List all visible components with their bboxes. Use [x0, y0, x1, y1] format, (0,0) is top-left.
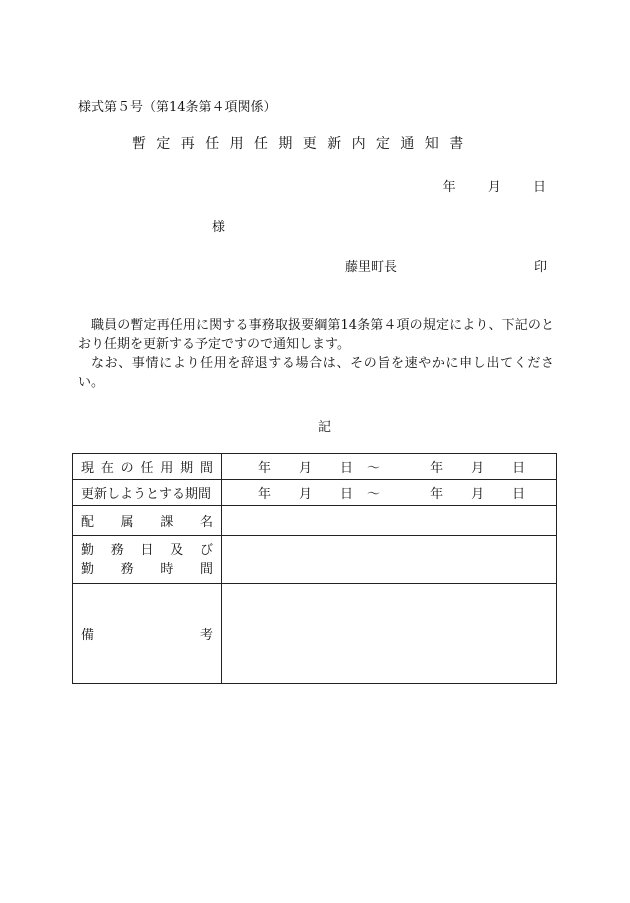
body-paragraph-2: なお、事情により任用を辞退する場合は、その旨を速やかに申し出てください。 — [78, 356, 554, 390]
period-tilde: ～ — [367, 487, 381, 502]
work-hours-label-char: 時 — [160, 561, 174, 577]
date-year-label: 年 — [442, 180, 456, 195]
period-start-month: 月 — [299, 487, 313, 502]
current-period-label-char: 用 — [160, 461, 174, 476]
table-row — [73, 480, 557, 506]
table-row — [73, 584, 557, 684]
issue-date — [443, 176, 546, 195]
seal-mark: 印 — [534, 260, 548, 275]
work-days-hours-label — [73, 536, 222, 584]
notice-body — [78, 316, 554, 392]
current-period-label-char: 期 — [180, 461, 194, 476]
current-period-label-char: 在 — [100, 461, 114, 476]
period-tilde: ～ — [367, 461, 381, 476]
renewal-period-label — [73, 480, 222, 506]
department-value — [222, 506, 557, 536]
date-month-label: 月 — [487, 180, 501, 195]
form-number: 様式第５号（第14条第４項関係） — [78, 100, 277, 115]
table-row — [73, 536, 557, 584]
department-label — [73, 506, 222, 536]
document-title: 暫定再任用任期更新内定通知書 — [132, 136, 474, 152]
work-hours-label-char: 務 — [120, 561, 134, 577]
body-paragraph-1: 職員の暫定再任用に関する事務取扱要綱第14条第４項の規定により、下記のとおり任期を更新する予定ですので通知します。 — [78, 318, 554, 352]
current-period-label-char: 任 — [140, 461, 154, 476]
table-row — [73, 506, 557, 536]
period-end-month: 月 — [471, 487, 485, 502]
renewal-period-value — [222, 480, 557, 506]
work-days-hours-value — [222, 536, 557, 584]
current-period-value — [222, 454, 557, 480]
date-day-label: 日 — [532, 180, 546, 195]
period-end-year: 年 — [430, 461, 444, 476]
department-label-char: 配 — [81, 515, 95, 530]
department-label-char: 名 — [199, 515, 213, 530]
period-start-year: 年 — [258, 487, 272, 502]
current-period-label — [73, 454, 222, 480]
renewal-period-text: 更新しようとする期間 — [81, 487, 212, 502]
current-period-label-char: の — [120, 461, 134, 476]
period-start-month: 月 — [299, 461, 313, 476]
period-start-day: 日 — [340, 487, 354, 502]
period-end-month: 月 — [471, 461, 485, 476]
remarks-value — [222, 584, 557, 684]
department-label-char: 課 — [160, 515, 174, 530]
table-row — [73, 454, 557, 480]
issuer-name: 藤里町長 — [345, 260, 398, 275]
period-end-day: 日 — [512, 487, 526, 502]
work-days-label-char: び — [199, 542, 213, 558]
period-start-day: 日 — [340, 461, 354, 476]
current-period-label-char: 現 — [81, 461, 95, 476]
department-label-char: 属 — [120, 515, 134, 530]
period-end-year: 年 — [430, 487, 444, 502]
remarks-label-char: 考 — [199, 628, 213, 643]
addressee-suffix: 様 — [212, 220, 226, 235]
remarks-label-char: 備 — [81, 628, 95, 643]
work-hours-label-char: 間 — [199, 561, 213, 577]
details-table — [72, 453, 557, 684]
work-hours-label-char: 勤 — [81, 561, 95, 577]
current-period-label-char: 間 — [199, 461, 213, 476]
work-days-label-char: 勤 — [81, 542, 95, 558]
period-end-day: 日 — [512, 461, 526, 476]
work-days-label-char: 務 — [110, 542, 124, 558]
period-start-year: 年 — [258, 461, 272, 476]
work-days-label-char: 日 — [140, 542, 154, 558]
work-days-label-char: 及 — [170, 542, 184, 558]
remarks-label — [73, 584, 222, 684]
ki-heading: 記 — [318, 420, 332, 435]
